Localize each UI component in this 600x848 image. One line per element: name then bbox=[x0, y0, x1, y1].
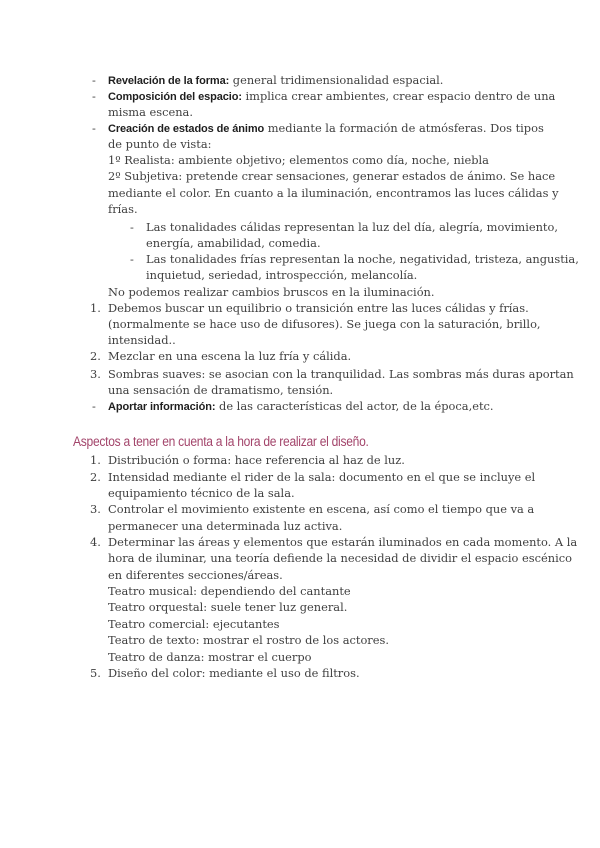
list-number: 3. bbox=[90, 502, 101, 516]
list-number: 1. bbox=[90, 301, 101, 315]
term-creacion: Creación de estados de ánimo bbox=[108, 123, 265, 135]
text-line-subjetiva: 2º Subjetiva: pretende crear sensaciones, generar estados de ánimo. Se hace bbox=[108, 169, 556, 183]
text-line: de punto de vista: bbox=[108, 137, 212, 151]
list-item-composicion bbox=[108, 88, 555, 104]
design-item-2: Intensidad mediante el rider de la sala: documento en el que se incluye el bbox=[108, 470, 536, 484]
text-line-teatro-musical: Teatro musical: dependiendo del cantante bbox=[108, 584, 351, 598]
sub-dash-bullet: - bbox=[130, 220, 134, 234]
term-revelacion: Revelación de la forma: bbox=[108, 75, 230, 87]
text-line: energía, amabilidad, comedia. bbox=[146, 236, 321, 250]
dash-bullet: - bbox=[92, 399, 96, 413]
text-line: equipamiento técnico de la sala. bbox=[108, 486, 295, 500]
text-line-teatro-comercial: Teatro comercial: ejecutantes bbox=[108, 617, 280, 631]
list-number: 5. bbox=[90, 666, 101, 680]
desc-composicion: implica crear ambientes, crear espacio dentro de una bbox=[241, 89, 556, 103]
design-item-5: Diseño del color: mediante el uso de filtros. bbox=[108, 666, 360, 680]
text-line: misma escena. bbox=[108, 105, 193, 119]
text-line: inquietud, seriedad, introspección, melancolía. bbox=[146, 268, 418, 282]
list-number: 2. bbox=[90, 349, 101, 363]
text-line-calidas: Las tonalidades cálidas representan la luz del día, alegría, movimiento, bbox=[146, 220, 558, 234]
text-line: permanecer una determinada luz activa. bbox=[108, 519, 343, 533]
text-line: en diferentes secciones/áreas. bbox=[108, 568, 283, 582]
design-item-3: Controlar el movimiento existente en escena, así como el tiempo que va a bbox=[108, 502, 535, 516]
numbered-item-1: Debemos buscar un equilibrio o transición entre las luces cálidas y frías. bbox=[108, 301, 529, 315]
text-line: hora de iluminar, una teoría defiende la necesidad de dividir el espacio escénico bbox=[108, 551, 572, 565]
dash-bullet: - bbox=[92, 73, 96, 87]
list-number: 3. bbox=[90, 367, 101, 381]
text-line-frias: Las tonalidades frías representan la noche, negatividad, tristeza, angustia, bbox=[146, 252, 579, 266]
text-line: mediante el color. En cuanto a la iluminación, encontramos las luces cálidas y bbox=[108, 186, 559, 200]
term-aportar: Aportar información: bbox=[108, 401, 216, 413]
list-item-revelacion bbox=[108, 72, 443, 88]
dash-bullet: - bbox=[92, 89, 96, 103]
section-heading: Aspectos a tener en cuenta a la hora de realizar el diseño. bbox=[73, 434, 369, 449]
list-item-aportar bbox=[108, 398, 494, 414]
text-line: intensidad.. bbox=[108, 333, 176, 347]
design-item-1: Distribución o forma: hace referencia al haz de luz. bbox=[108, 453, 405, 467]
text-line-teatro-danza: Teatro de danza: mostrar el cuerpo bbox=[108, 650, 312, 664]
desc-aportar: de las características del actor, de la época,etc. bbox=[215, 399, 494, 413]
list-item-creacion bbox=[108, 120, 544, 136]
list-number: 2. bbox=[90, 470, 101, 484]
text-line-teatro-texto: Teatro de texto: mostrar el rostro de los actores. bbox=[108, 633, 389, 647]
numbered-item-3: Sombras suaves: se asocian con la tranquilidad. Las sombras más duras aportan bbox=[108, 367, 574, 381]
text-line: una sensación de dramatismo, tensión. bbox=[108, 383, 334, 397]
desc-revelacion: general tridimensionalidad espacial. bbox=[229, 73, 444, 87]
dash-bullet: - bbox=[92, 121, 96, 135]
text-line-realista: 1º Realista: ambiente objetivo; elementos como día, noche, niebla bbox=[108, 153, 489, 167]
desc-creacion: mediante la formación de atmósferas. Dos tipos bbox=[264, 121, 544, 135]
term-composicion: Composición del espacio: bbox=[108, 91, 242, 103]
text-line-teatro-orquestal: Teatro orquestal: suele tener luz general. bbox=[108, 600, 348, 614]
text-line: frías. bbox=[108, 202, 138, 216]
text-line: (normalmente se hace uso de difusores). Se juega con la saturación, brillo, bbox=[108, 317, 541, 331]
text-line-no-podemos: No podemos realizar cambios bruscos en la iluminación. bbox=[108, 285, 435, 299]
list-number: 4. bbox=[90, 535, 101, 549]
design-item-4: Determinar las áreas y elementos que estarán iluminados en cada momento. A la bbox=[108, 535, 578, 549]
list-number: 1. bbox=[90, 453, 101, 467]
sub-dash-bullet: - bbox=[130, 252, 134, 266]
numbered-item-2: Mezclar en una escena la luz fría y cálida. bbox=[108, 349, 352, 363]
